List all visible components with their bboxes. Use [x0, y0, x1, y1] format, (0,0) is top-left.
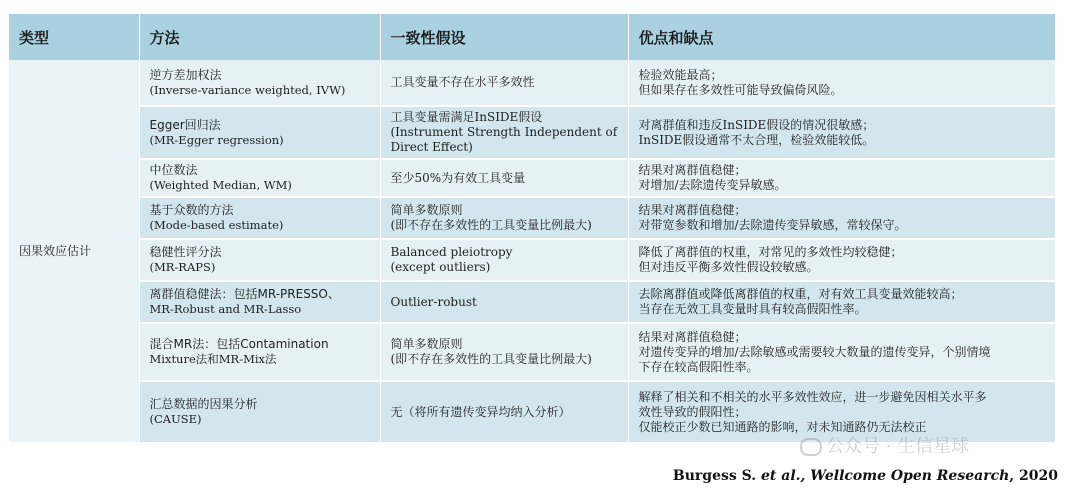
method-english-name: Mixture法和MR-Mix法 — [149, 352, 277, 366]
assumption-line: (except outliers) — [390, 260, 491, 274]
method-english-name: (MR-RAPS) — [149, 260, 216, 274]
assumption-line: 工具变量不存在水平多效性 — [390, 75, 535, 89]
citation-author: Burgess S. — [672, 468, 761, 484]
method-english-name: (CAUSE) — [149, 412, 202, 426]
method-cell — [139, 323, 380, 381]
header-pros-cons: 优点和缺点 — [628, 14, 1055, 60]
header-row — [9, 14, 1055, 60]
pros-cons-line: 检验效能最高； — [638, 67, 723, 82]
method-cell — [139, 239, 380, 281]
pros-cons-line: 对离群值和违反InSIDE假设的情况很敏感； — [638, 117, 875, 132]
method-cell — [139, 106, 380, 159]
mr-methods-table — [9, 14, 1056, 444]
assumption-line: Direct Effect) — [390, 140, 473, 154]
assumption-cell — [380, 159, 628, 197]
assumption-line: 简单多数原则 — [390, 337, 463, 351]
assumption-line: Balanced pleiotropy — [390, 245, 513, 259]
table-row — [9, 281, 1055, 323]
table-row — [9, 323, 1055, 381]
method-cell — [139, 159, 380, 197]
table-row — [9, 159, 1055, 197]
citation-year: , 2020 — [1009, 468, 1058, 484]
assumption-line: 至少50%为有效工具变量 — [390, 170, 526, 185]
pros-cons-cell — [628, 159, 1055, 197]
citation — [673, 468, 1058, 484]
pros-cons-line: 当存在无效工具变量时具有较高假阳性率。 — [638, 302, 867, 316]
citation-journal: Wellcome Open Research — [810, 468, 1010, 484]
assumption-cell — [380, 323, 628, 381]
assumption-cell — [380, 197, 628, 239]
method-cell — [139, 381, 380, 443]
assumption-line: 简单多数原则 — [390, 203, 463, 217]
method-english-name: (Inverse-variance weighted, IVW) — [149, 82, 346, 97]
pros-cons-line: 下存在较高假阳性率。 — [638, 359, 759, 374]
method-english-name: (MR-Egger regression) — [149, 132, 284, 147]
method-name: 混合MR法：包括Contamination — [149, 337, 329, 351]
method-english-name: (Mode-based estimate) — [149, 218, 284, 232]
assumption-line: (Instrument Strength Independent of — [390, 125, 618, 139]
method-name: 稳健性评分法 — [149, 245, 222, 259]
pros-cons-line: 结果对离群值稳健； — [638, 203, 747, 217]
pros-cons-line: 仅能校正少数已知通路的影响，对未知通路仍无法校正 — [638, 419, 927, 434]
pros-cons-line: InSIDE假设通常不太合理，检验效能较低。 — [638, 132, 875, 147]
pros-cons-cell — [628, 281, 1055, 323]
method-english-name: (Weighted Median, WM) — [149, 178, 292, 192]
pros-cons-line: 解释了相关和不相关的水平多效性效应，进一步避免因相关水平多 — [638, 389, 987, 404]
pros-cons-line: 去除离群值或降低离群值的权重，对有效工具变量效能较高； — [638, 287, 963, 301]
pros-cons-line: 对带宽参数和增加/去除遗传变异敏感，常较保守。 — [638, 218, 907, 232]
pros-cons-line: 但对违反平衡多效性假设较敏感。 — [638, 260, 819, 274]
wechat-icon — [800, 438, 822, 456]
assumption-line: (即不存在多效性的工具变量比例最大) — [390, 352, 592, 366]
header-method: 方法 — [139, 14, 380, 60]
citation-etal: et al., — [761, 468, 806, 484]
method-name: Egger回归法 — [149, 117, 221, 132]
pros-cons-line: 结果对离群值稳健； — [638, 163, 747, 177]
assumption-line: 工具变量需满足InSIDE假设 — [390, 110, 543, 124]
table-row — [9, 60, 1055, 106]
table-row — [9, 106, 1055, 159]
assumption-cell — [380, 381, 628, 443]
method-cell — [139, 281, 380, 323]
pros-cons-cell — [628, 239, 1055, 281]
assumption-cell — [380, 239, 628, 281]
method-english-name: MR-Robust and MR-Lasso — [149, 302, 302, 316]
method-name: 离群值稳健法：包括MR-PRESSO、 — [149, 287, 340, 301]
pros-cons-line: 结果对离群值稳健； — [638, 329, 747, 344]
pros-cons-line: 对增加/去除遗传变异敏感。 — [638, 178, 787, 192]
header-assumption: 一致性假设 — [380, 14, 628, 60]
watermark — [800, 432, 969, 458]
pros-cons-cell — [628, 106, 1055, 159]
pros-cons-cell — [628, 323, 1055, 381]
pros-cons-line: 降低了离群值的权重，对常见的多效性均较稳健； — [638, 245, 903, 259]
assumption-line: 无（将所有遗传变异均纳入分析） — [390, 404, 571, 419]
pros-cons-line: 但如果存在多效性可能导致偏倚风险。 — [638, 82, 843, 97]
assumption-cell — [380, 60, 628, 106]
header-type: 类型 — [9, 14, 139, 60]
method-name: 逆方差加权法 — [149, 67, 222, 82]
assumption-cell — [380, 106, 628, 159]
assumption-cell — [380, 281, 628, 323]
pros-cons-cell — [628, 60, 1055, 106]
pros-cons-line: 对遗传变异的增加/去除敏感或需要较大数量的遗传变异，个别情境 — [638, 344, 991, 359]
method-name: 汇总数据的因果分析 — [149, 397, 258, 411]
method-cell — [139, 60, 380, 106]
pros-cons-line: 效性导致的假阳性； — [638, 404, 747, 419]
type-cell: 因果效应估计 — [9, 60, 139, 443]
watermark-text: 公众号 · 生信星球 — [826, 436, 970, 457]
assumption-line: (即不存在多效性的工具变量比例最大) — [390, 218, 592, 232]
method-name: 中位数法 — [149, 163, 198, 177]
method-name: 基于众数的方法 — [149, 203, 234, 217]
method-cell — [139, 197, 380, 239]
table-row — [9, 197, 1055, 239]
assumption-line: Outlier-robust — [390, 294, 477, 309]
pros-cons-cell — [628, 197, 1055, 239]
table-row — [9, 239, 1055, 281]
